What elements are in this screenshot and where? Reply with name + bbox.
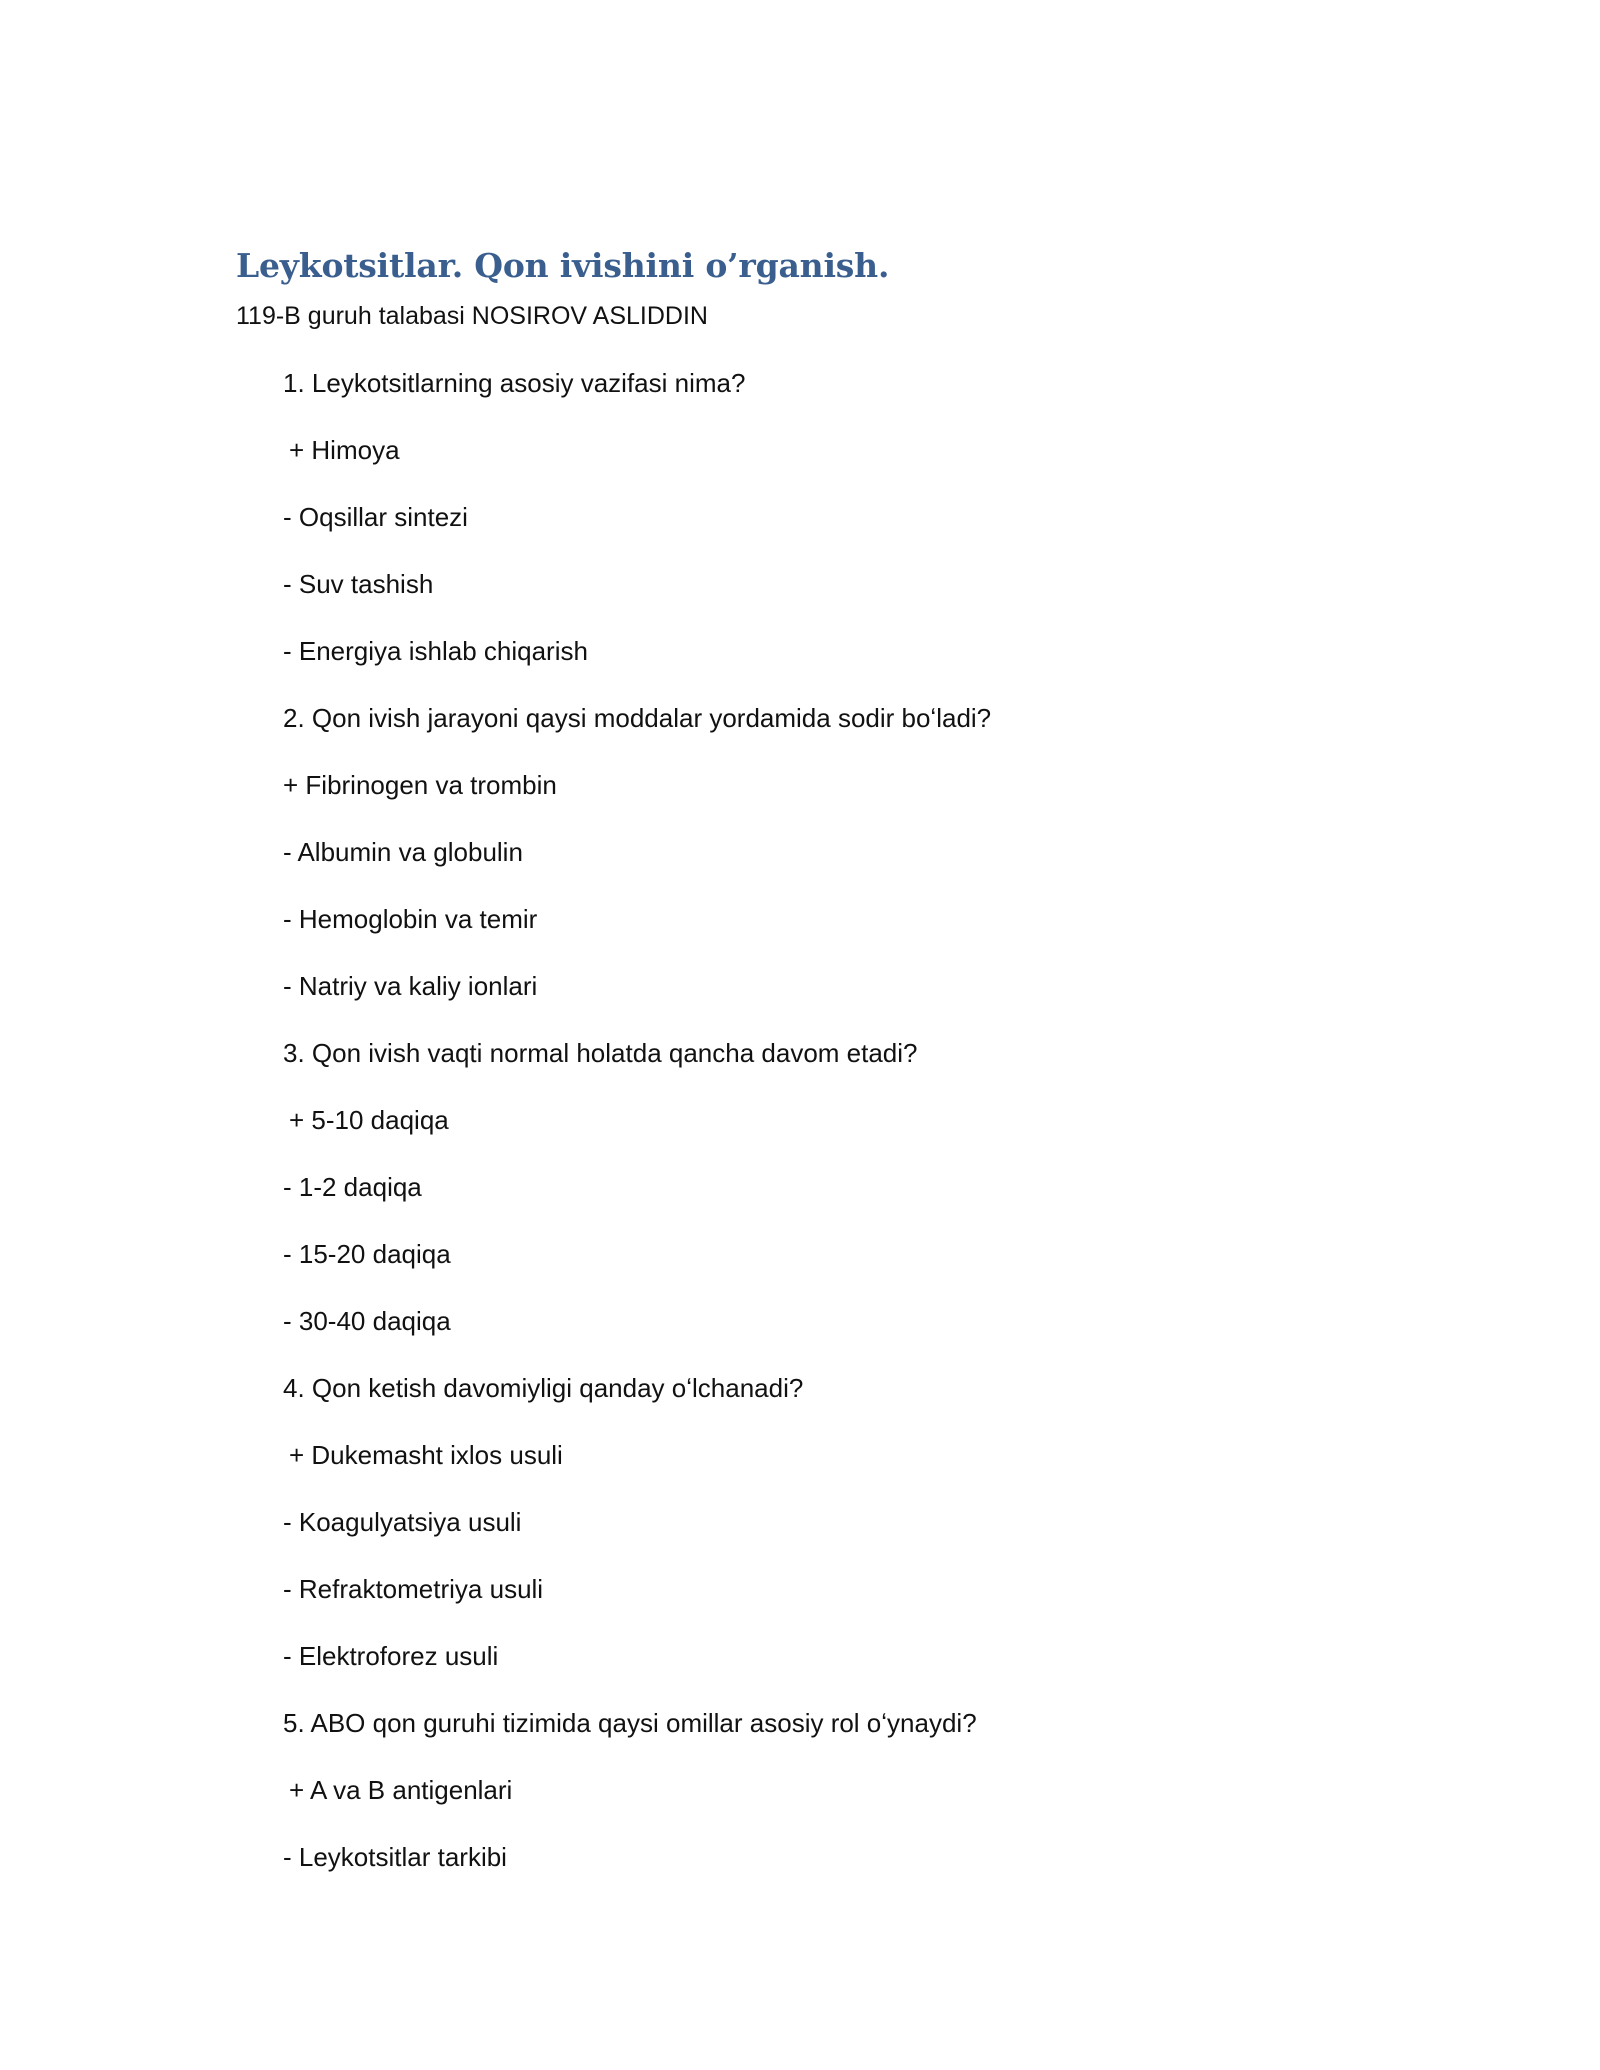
quiz-question: 4. Qon ketish davomiyligi qanday oʻlchanadi? [283, 1373, 804, 1403]
quiz-question: 1. Leykotsitlarning asosiy vazifasi nima? [283, 368, 746, 398]
quiz-correct-answer: + 5-10 daqiqa [289, 1105, 449, 1135]
quiz-option: - Koagulyatsiya usuli [283, 1507, 522, 1537]
quiz-option: - Oqsillar sintezi [283, 502, 468, 532]
quiz-option: - Albumin va globulin [283, 837, 523, 867]
quiz-correct-answer: + Fibrinogen va trombin [283, 770, 557, 800]
quiz-question: 3. Qon ivish vaqti normal holatda qancha davom etadi? [283, 1038, 918, 1068]
quiz-option: - Energiya ishlab chiqarish [283, 636, 588, 666]
quiz-question: 2. Qon ivish jarayoni qaysi moddalar yordamida sodir boʻladi? [283, 703, 992, 733]
quiz-option: - Suv tashish [283, 569, 434, 599]
document-title: Leykotsitlar. Qon ivishini o’rganish. [236, 246, 890, 285]
quiz-option: - Hemoglobin va temir [283, 904, 538, 934]
quiz-list [283, 366, 991, 1907]
document-subtitle: 119-B guruh talabasi NOSIROV ASLIDDIN [236, 302, 708, 330]
quiz-option: - Leykotsitlar tarkibi [283, 1842, 507, 1872]
quiz-correct-answer: + A va B antigenlari [289, 1775, 513, 1805]
quiz-correct-answer: + Himoya [289, 435, 400, 465]
quiz-option: - 1-2 daqiqa [283, 1172, 422, 1202]
quiz-option: - Natriy va kaliy ionlari [283, 971, 538, 1001]
quiz-option: - Elektroforez usuli [283, 1641, 499, 1671]
quiz-question: 5. ABO qon guruhi tizimida qaysi omillar asosiy rol oʻynaydi? [283, 1708, 977, 1738]
quiz-correct-answer: + Dukemasht ixlos usuli [289, 1440, 563, 1470]
quiz-option: - 30-40 daqiqa [283, 1306, 451, 1336]
quiz-option: - Refraktometriya usuli [283, 1574, 544, 1604]
quiz-option: - 15-20 daqiqa [283, 1239, 451, 1269]
